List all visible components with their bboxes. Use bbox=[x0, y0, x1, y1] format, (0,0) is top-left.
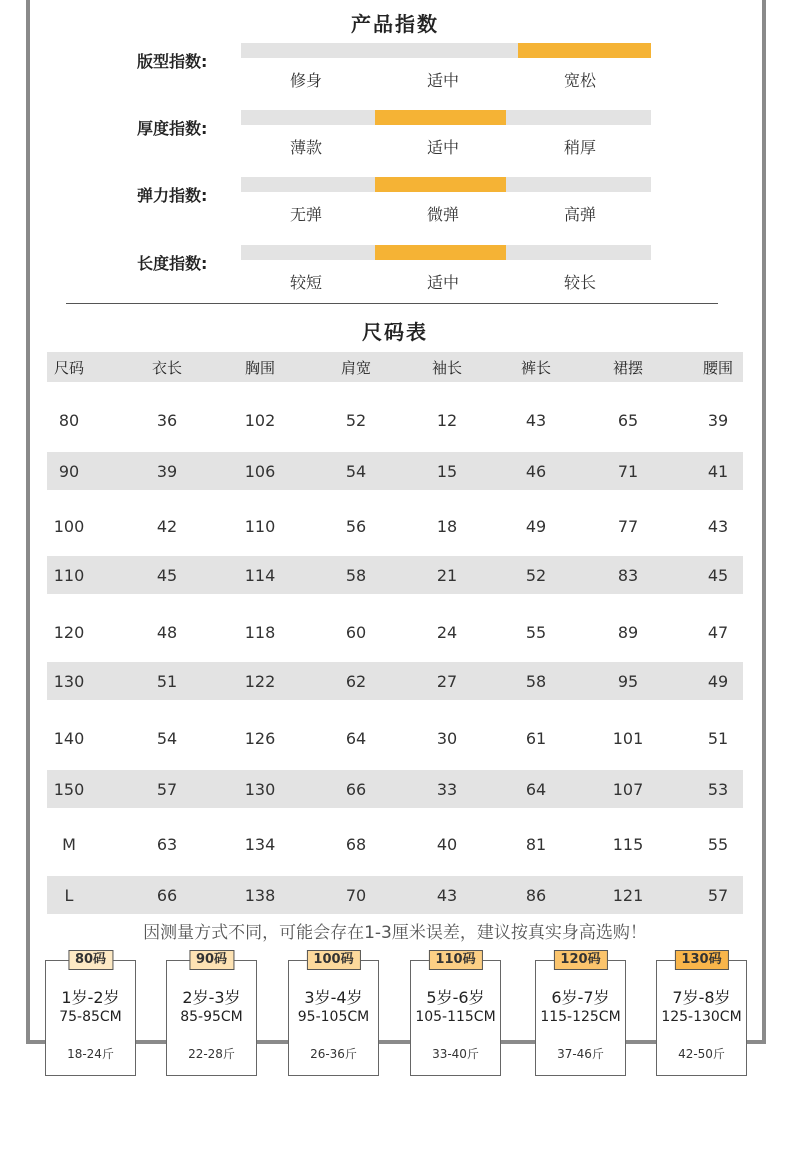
table-cell: 46 bbox=[525, 461, 547, 481]
index-segment bbox=[518, 245, 651, 260]
table-cell: 66 bbox=[156, 885, 178, 905]
table-cell: 12 bbox=[436, 410, 458, 430]
size-tag: 90码 bbox=[189, 950, 234, 970]
size-card bbox=[288, 952, 379, 1076]
table-header bbox=[47, 352, 743, 382]
table-cell: 52 bbox=[345, 410, 367, 430]
table-cell: 57 bbox=[156, 779, 178, 799]
table-cell: 45 bbox=[707, 565, 729, 585]
index-option: 微弹 bbox=[426, 205, 459, 224]
table-cell: 65 bbox=[617, 410, 639, 430]
table-cell: 130 bbox=[53, 671, 85, 691]
size-tag: 130码 bbox=[674, 950, 728, 970]
table-cell: 140 bbox=[53, 728, 85, 748]
card-weight: 42-50斤 bbox=[678, 1047, 725, 1061]
card-weight: 26-36斤 bbox=[310, 1047, 357, 1061]
card-age: 7岁-8岁 bbox=[672, 988, 731, 1007]
table-cell: 115 bbox=[612, 834, 644, 854]
column-header: 腰围 bbox=[702, 358, 733, 377]
table-cell: 52 bbox=[525, 565, 547, 585]
table-cell: 61 bbox=[525, 728, 547, 748]
card-weight: 18-24斤 bbox=[67, 1047, 114, 1061]
table-cell: 90 bbox=[58, 461, 80, 481]
index-row bbox=[0, 110, 790, 170]
index-bar bbox=[241, 245, 651, 260]
table-cell: 66 bbox=[345, 779, 367, 799]
table-cell: 39 bbox=[707, 410, 729, 430]
index-segment-selected bbox=[375, 245, 506, 260]
index-option: 无弹 bbox=[289, 205, 322, 224]
index-row bbox=[0, 245, 790, 305]
table-cell: 58 bbox=[345, 565, 367, 585]
column-header: 肩宽 bbox=[340, 358, 371, 377]
table-cell: 63 bbox=[156, 834, 178, 854]
card-weight: 37-46斤 bbox=[557, 1047, 604, 1061]
table-cell: 64 bbox=[525, 779, 547, 799]
table-cell: 100 bbox=[53, 516, 85, 536]
table-cell: 126 bbox=[244, 728, 276, 748]
table-cell: 101 bbox=[612, 728, 644, 748]
table-cell: 58 bbox=[525, 671, 547, 691]
index-row bbox=[0, 43, 790, 103]
index-option: 较短 bbox=[289, 273, 322, 292]
table-cell: 130 bbox=[244, 779, 276, 799]
column-header: 胸围 bbox=[244, 358, 275, 377]
table-cell: 51 bbox=[707, 728, 729, 748]
table-cell: M bbox=[62, 834, 76, 854]
table-cell: 62 bbox=[345, 671, 367, 691]
table-cell: 49 bbox=[707, 671, 729, 691]
table-cell: 43 bbox=[707, 516, 729, 536]
index-option: 适中 bbox=[426, 273, 459, 292]
table-cell: 55 bbox=[525, 622, 547, 642]
table-cell: 120 bbox=[53, 622, 85, 642]
size-tag: 100码 bbox=[306, 950, 360, 970]
card-height: 105-115CM bbox=[415, 1009, 496, 1025]
index-option: 稍厚 bbox=[563, 138, 596, 157]
table-cell: 102 bbox=[244, 410, 276, 430]
table-cell: 83 bbox=[617, 565, 639, 585]
table-cell: 45 bbox=[156, 565, 178, 585]
table-cell: 77 bbox=[617, 516, 639, 536]
column-header: 裙摆 bbox=[612, 358, 643, 377]
size-chart-title: 尺码表 bbox=[362, 320, 428, 344]
section-divider bbox=[66, 303, 718, 304]
index-segment-selected bbox=[375, 110, 506, 125]
index-option: 适中 bbox=[426, 71, 459, 90]
index-bar bbox=[241, 43, 651, 58]
card-height: 115-125CM bbox=[540, 1009, 621, 1025]
index-segment bbox=[241, 177, 374, 192]
table-cell: 48 bbox=[156, 622, 178, 642]
frame-bottom-border bbox=[26, 1040, 766, 1044]
table-cell: 21 bbox=[436, 565, 458, 585]
index-row bbox=[0, 177, 790, 237]
table-cell: 57 bbox=[707, 885, 729, 905]
size-card bbox=[166, 952, 257, 1076]
table-row bbox=[47, 818, 743, 870]
table-cell: 80 bbox=[58, 410, 80, 430]
index-bar bbox=[241, 177, 651, 192]
table-cell: 89 bbox=[617, 622, 639, 642]
column-header: 尺码 bbox=[53, 358, 84, 377]
table-row bbox=[47, 500, 743, 552]
index-option: 宽松 bbox=[563, 71, 596, 90]
table-cell: 122 bbox=[244, 671, 276, 691]
size-tag: 120码 bbox=[553, 950, 607, 970]
table-cell: 18 bbox=[436, 516, 458, 536]
table-cell: 39 bbox=[156, 461, 178, 481]
table-cell: 43 bbox=[525, 410, 547, 430]
product-index-title: 产品指数 bbox=[351, 12, 439, 36]
table-cell: 114 bbox=[244, 565, 276, 585]
size-card bbox=[656, 952, 747, 1076]
index-option: 修身 bbox=[289, 71, 322, 90]
table-cell: 95 bbox=[617, 671, 639, 691]
table-cell: 55 bbox=[707, 834, 729, 854]
table-cell: 81 bbox=[525, 834, 547, 854]
index-option: 适中 bbox=[426, 138, 459, 157]
table-cell: 33 bbox=[436, 779, 458, 799]
table-cell: 54 bbox=[156, 728, 178, 748]
column-header: 衣长 bbox=[151, 358, 182, 377]
card-age: 5岁-6岁 bbox=[426, 988, 485, 1007]
index-option: 较长 bbox=[563, 273, 596, 292]
card-age: 2岁-3岁 bbox=[182, 988, 241, 1007]
table-cell: 42 bbox=[156, 516, 178, 536]
index-segment bbox=[241, 110, 374, 125]
card-height: 75-85CM bbox=[59, 1009, 122, 1025]
table-row bbox=[47, 394, 743, 446]
table-cell: 36 bbox=[156, 410, 178, 430]
index-segment bbox=[241, 43, 374, 58]
card-weight: 22-28斤 bbox=[188, 1047, 235, 1061]
table-row bbox=[47, 556, 743, 594]
measurement-note: 因测量方式不同，可能会存在1-3厘米误差，建议按真实身高选购！ bbox=[143, 923, 647, 943]
size-tag: 80码 bbox=[68, 950, 113, 970]
index-segment bbox=[375, 43, 506, 58]
index-segment-selected bbox=[375, 177, 506, 192]
table-row bbox=[47, 876, 743, 914]
table-cell: 56 bbox=[345, 516, 367, 536]
index-option: 薄款 bbox=[289, 138, 322, 157]
index-segment bbox=[518, 110, 651, 125]
table-cell: 70 bbox=[345, 885, 367, 905]
card-height: 125-130CM bbox=[661, 1009, 742, 1025]
table-cell: 86 bbox=[525, 885, 547, 905]
table-cell: 110 bbox=[244, 516, 276, 536]
table-cell: 30 bbox=[436, 728, 458, 748]
table-row bbox=[47, 770, 743, 808]
card-age: 3岁-4岁 bbox=[304, 988, 363, 1007]
table-cell: 64 bbox=[345, 728, 367, 748]
column-header: 袖长 bbox=[431, 358, 462, 377]
index-label: 长度指数: bbox=[137, 254, 208, 273]
size-table bbox=[47, 352, 743, 905]
index-segment bbox=[518, 177, 651, 192]
table-cell: 53 bbox=[707, 779, 729, 799]
index-bar bbox=[241, 110, 651, 125]
table-cell: 118 bbox=[244, 622, 276, 642]
card-weight: 33-40斤 bbox=[432, 1047, 479, 1061]
table-cell: L bbox=[64, 885, 74, 905]
table-cell: 106 bbox=[244, 461, 276, 481]
index-label: 版型指数: bbox=[137, 52, 208, 71]
table-cell: 40 bbox=[436, 834, 458, 854]
size-card bbox=[45, 952, 136, 1076]
table-cell: 110 bbox=[53, 565, 85, 585]
table-cell: 15 bbox=[436, 461, 458, 481]
index-segment bbox=[241, 245, 374, 260]
table-cell: 49 bbox=[525, 516, 547, 536]
card-age: 1岁-2岁 bbox=[61, 988, 120, 1007]
index-label: 弹力指数: bbox=[137, 186, 208, 205]
table-cell: 51 bbox=[156, 671, 178, 691]
table-cell: 43 bbox=[436, 885, 458, 905]
index-segment-selected bbox=[518, 43, 651, 58]
table-cell: 150 bbox=[53, 779, 85, 799]
index-option: 高弹 bbox=[563, 205, 596, 224]
table-cell: 138 bbox=[244, 885, 276, 905]
card-height: 85-95CM bbox=[180, 1009, 243, 1025]
table-cell: 107 bbox=[612, 779, 644, 799]
table-cell: 60 bbox=[345, 622, 367, 642]
card-height: 95-105CM bbox=[297, 1009, 370, 1025]
table-cell: 27 bbox=[436, 671, 458, 691]
size-card bbox=[410, 952, 501, 1076]
table-row bbox=[47, 452, 743, 490]
column-header: 裤长 bbox=[520, 358, 551, 377]
card-age: 6岁-7岁 bbox=[551, 988, 610, 1007]
index-label: 厚度指数: bbox=[137, 119, 208, 138]
table-cell: 54 bbox=[345, 461, 367, 481]
table-cell: 121 bbox=[612, 885, 644, 905]
table-cell: 41 bbox=[707, 461, 729, 481]
table-cell: 68 bbox=[345, 834, 367, 854]
size-card bbox=[535, 952, 626, 1076]
table-cell: 71 bbox=[617, 461, 639, 481]
table-row bbox=[47, 662, 743, 700]
table-cell: 47 bbox=[707, 622, 729, 642]
size-tag: 110码 bbox=[428, 950, 482, 970]
table-row bbox=[47, 712, 743, 764]
table-cell: 24 bbox=[436, 622, 458, 642]
table-row bbox=[47, 606, 743, 658]
table-cell: 134 bbox=[244, 834, 276, 854]
